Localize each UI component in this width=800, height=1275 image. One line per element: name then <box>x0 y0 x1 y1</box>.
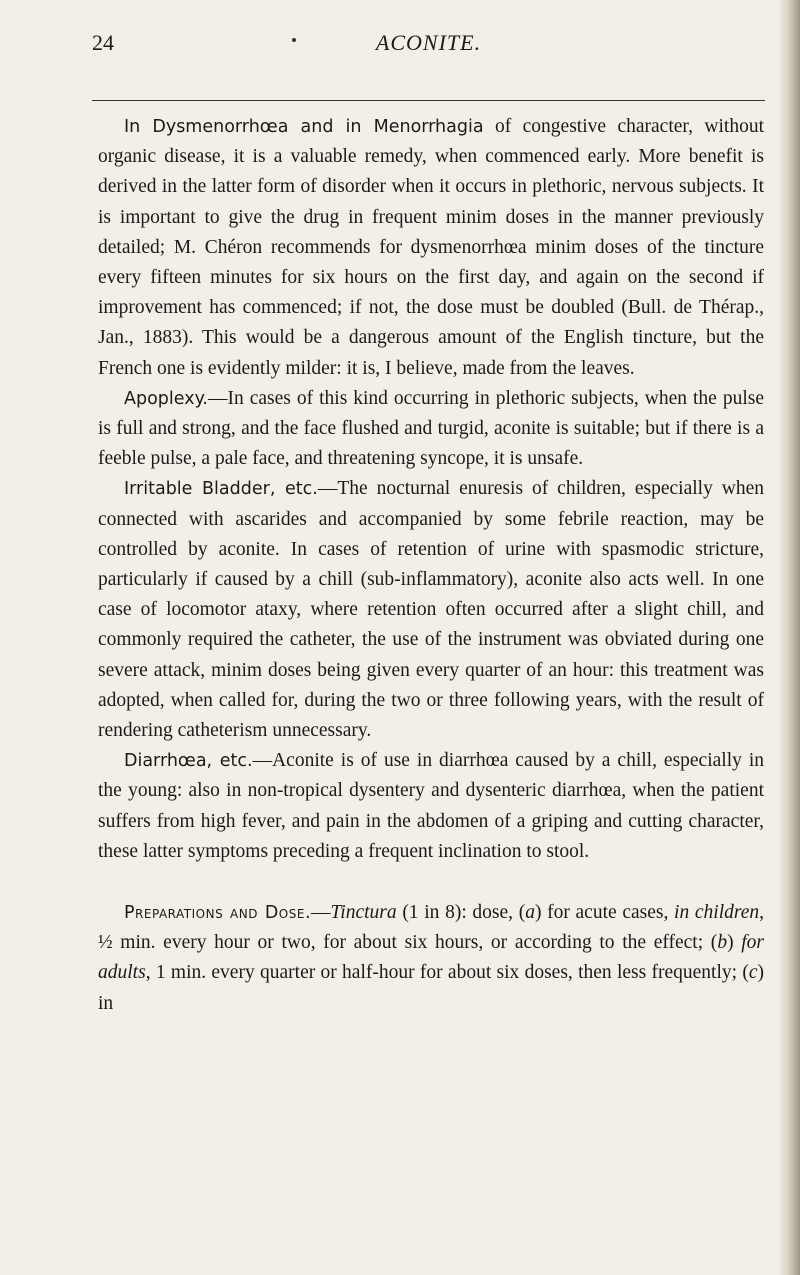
paragraph-text: of congestive character, without organic disease, it is a valuable remedy, when commenced early. More benefit is derived in the latter form of disorder when it occurs in plethoric, nervous subjects. It is important to give the drug in frequent minim doses in the manner previously detailed; M. Chéron recommends for dysmenorrhœa minim doses of the tincture every fifteen minutes for six hours on the first day, and again on the second if improvement has commenced; if not, the dose must be doubled (Bull. de Thérap., Jan., 1883). This would be a dangerous amount of the English tincture, but the French one is evidently milder: it is, I believe, made from the leaves. <box>98 116 764 379</box>
paragraph-text: ) in <box>98 962 764 1014</box>
tinctura-term: Tinctura <box>330 902 397 924</box>
paragraph-preparations <box>98 898 764 1019</box>
page-number: 24 <box>92 30 114 55</box>
item-letter-a: a <box>525 902 535 924</box>
paragraph-lead: Diarrhœa, etc. <box>124 751 253 772</box>
children-term: in children <box>674 902 760 924</box>
paragraph-apoplexy <box>98 384 764 475</box>
paragraph-text: , 1 min. every quarter or half-hour for about six doses, then less frequently; ( <box>145 962 749 984</box>
item-letter-b: b <box>717 932 728 954</box>
page-header <box>92 30 765 70</box>
paragraph-lead: In Dysmenorrhœa and in Menorrhagia <box>124 117 484 137</box>
dash: — <box>311 902 331 924</box>
item-letter-c: c <box>748 962 758 984</box>
paragraph-text: , ½ min. every hour or two, for about six hours, or according to the effect; ( <box>98 902 765 954</box>
paragraph-text: (1 in 8): dose, ( <box>396 902 526 924</box>
paragraph-text: —Aconite is of use in diarrhœa caused by a chill, especially in the young: also in non-tropical dysentery and dysenteric diarrhœa, when the patient suffers from high fever, and pain in the abdomen of a griping and cutting character, these latter symptoms preceding a frequent inclination to stool. <box>98 750 765 862</box>
page-edge-shadow <box>778 0 800 1275</box>
paragraph-text: —The nocturnal enuresis of children, especially when connected with ascarides and accompanied by some febrile reaction, may be controlled by aconite. In cases of retention of urine with spasmodic stricture, particularly if caused by a chill (sub-inflammatory), aconite also acts well. In one case of locomotor ataxy, where retention often occurred after a slight chill, and commonly required the catheter, the use of the instrument was obviated during one severe attack, minim doses being given every quarter of an hour: this treatment was adopted, when called for, during the two or three following years, with the result of rendering catheterism unnecessary. <box>98 478 765 742</box>
paragraph-text: ) for acute cases, <box>534 902 675 924</box>
paragraph-diarrhoea <box>98 746 764 867</box>
paragraph-text: ) <box>727 932 742 954</box>
paragraph-lead: Irritable Bladder, etc. <box>124 479 318 500</box>
header-rule <box>92 100 765 101</box>
paragraph-lead: Preparations and Dose. <box>124 903 312 924</box>
body-text <box>98 112 764 1019</box>
running-title: ACONITE. <box>375 30 482 55</box>
paragraph-dysmenorrhoea <box>98 112 764 384</box>
paragraph-irritable-bladder <box>98 474 764 746</box>
adults-term: for adults <box>98 932 764 984</box>
paragraph-lead: Apoplexy. <box>124 388 208 409</box>
paragraph-text: —In cases of this kind occurring in plethoric subjects, when the pulse is full and strong, and the face flushed and turgid, aconite is suitable; but if there is a feeble pulse, a pale face, and threatening syncope, it is unsafe. <box>98 387 764 470</box>
